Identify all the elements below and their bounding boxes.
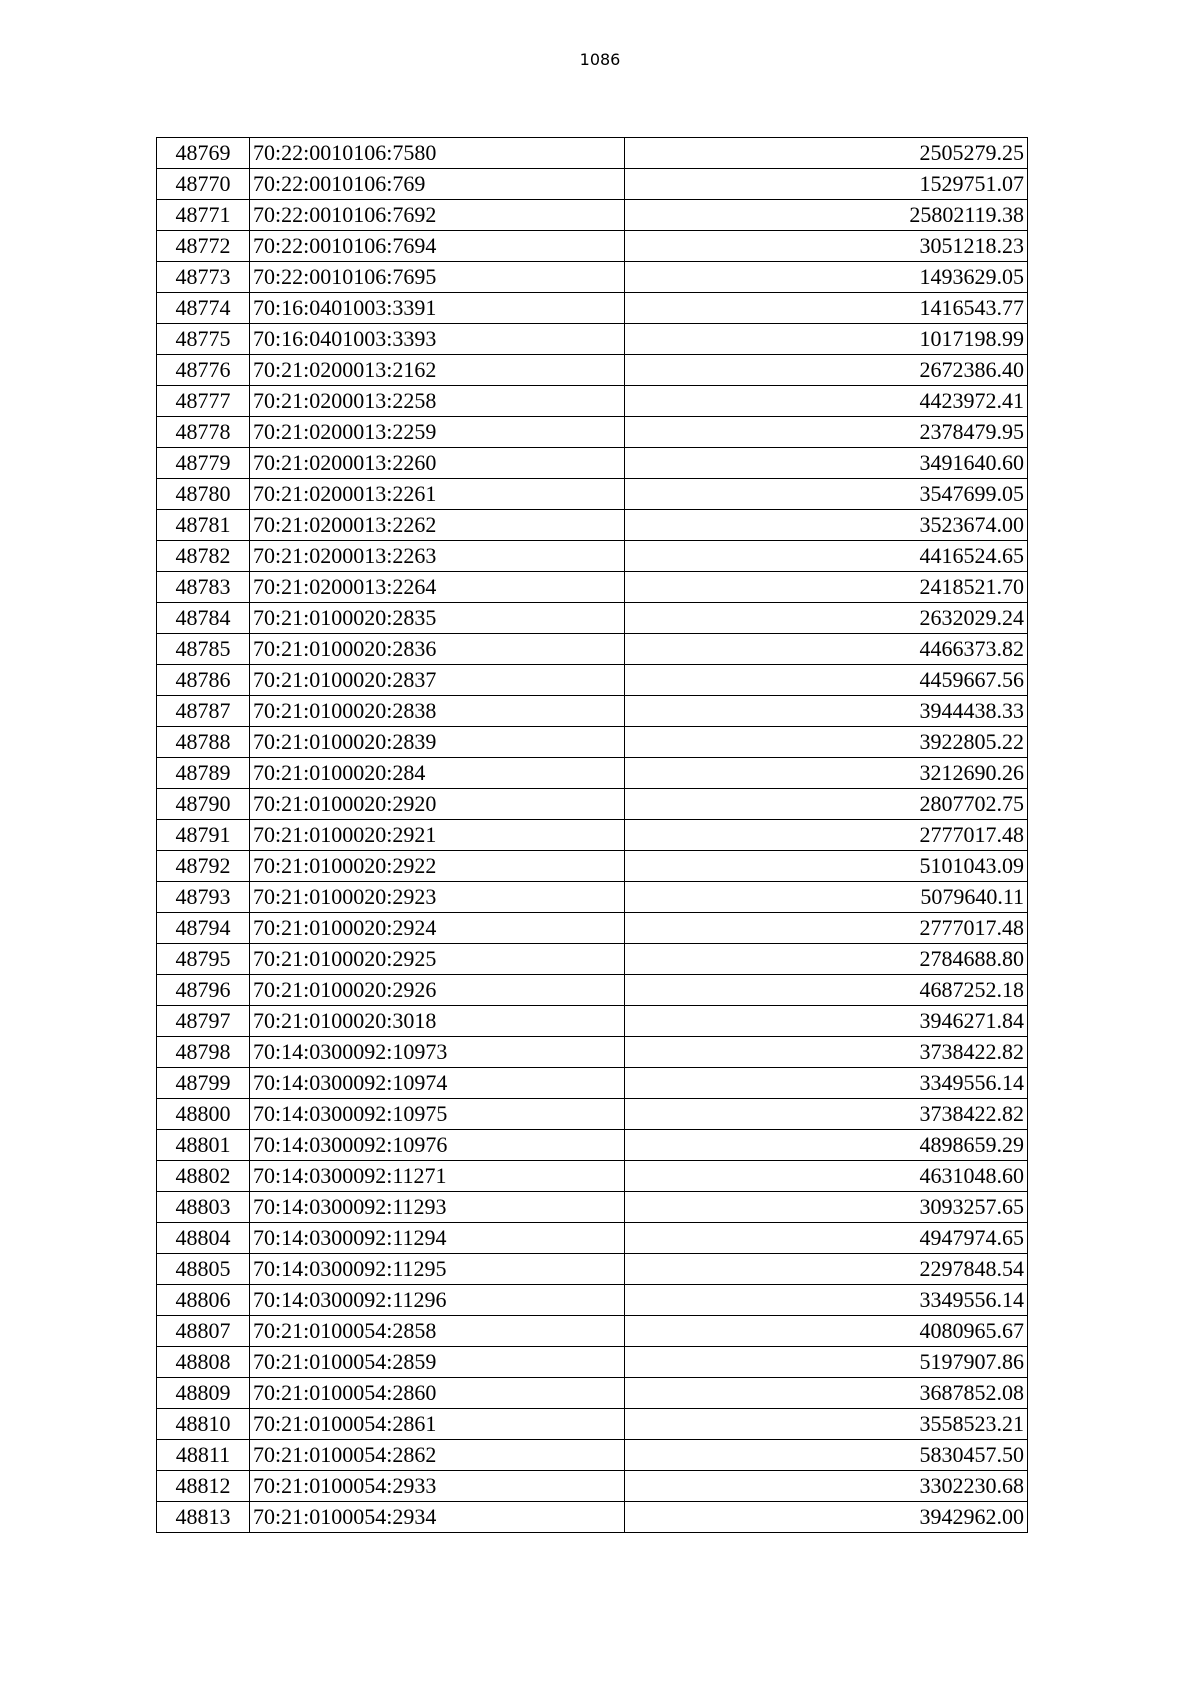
cadastral-number-cell: 70:21:0100020:2921: [250, 820, 625, 851]
cadastral-value-cell: 2418521.70: [625, 572, 1028, 603]
row-number-cell: 48801: [157, 1130, 250, 1161]
cadastral-value-cell: 2807702.75: [625, 789, 1028, 820]
cadastral-value-cell: 1529751.07: [625, 169, 1028, 200]
table-row: [157, 324, 1028, 355]
row-number-cell: 48793: [157, 882, 250, 913]
table-row: [157, 262, 1028, 293]
cadastral-value-cell: 1493629.05: [625, 262, 1028, 293]
table-row: [157, 1409, 1028, 1440]
cadastral-number-cell: 70:21:0100020:2926: [250, 975, 625, 1006]
row-number-cell: 48797: [157, 1006, 250, 1037]
cadastral-number-cell: 70:21:0100020:2922: [250, 851, 625, 882]
cadastral-number-cell: 70:14:0300092:10973: [250, 1037, 625, 1068]
cadastral-value-cell: 3922805.22: [625, 727, 1028, 758]
cadastral-number-cell: 70:21:0200013:2261: [250, 479, 625, 510]
table-row: [157, 479, 1028, 510]
row-number-cell: 48794: [157, 913, 250, 944]
row-number-cell: 48800: [157, 1099, 250, 1130]
row-number-cell: 48792: [157, 851, 250, 882]
cadastral-number-cell: 70:16:0401003:3391: [250, 293, 625, 324]
cadastral-value-cell: 3944438.33: [625, 696, 1028, 727]
cadastral-number-cell: 70:21:0100054:2861: [250, 1409, 625, 1440]
table-row: [157, 1006, 1028, 1037]
table-row: [157, 448, 1028, 479]
row-number-cell: 48785: [157, 634, 250, 665]
cadastral-value-cell: 3093257.65: [625, 1192, 1028, 1223]
cadastral-number-cell: 70:22:0010106:769: [250, 169, 625, 200]
cadastral-number-cell: 70:21:0100054:2859: [250, 1347, 625, 1378]
cadastral-number-cell: 70:21:0100054:2858: [250, 1316, 625, 1347]
row-number-cell: 48812: [157, 1471, 250, 1502]
cadastral-number-cell: 70:14:0300092:11296: [250, 1285, 625, 1316]
row-number-cell: 48802: [157, 1161, 250, 1192]
cadastral-value-cell: 4080965.67: [625, 1316, 1028, 1347]
cadastral-value-cell: 2297848.54: [625, 1254, 1028, 1285]
table-row: [157, 1130, 1028, 1161]
table-row: [157, 758, 1028, 789]
table-row: [157, 169, 1028, 200]
cadastral-value-cell: 4416524.65: [625, 541, 1028, 572]
row-number-cell: 48784: [157, 603, 250, 634]
row-number-cell: 48771: [157, 200, 250, 231]
table-row: [157, 727, 1028, 758]
table-row: [157, 1440, 1028, 1471]
cadastral-number-cell: 70:21:0100020:2838: [250, 696, 625, 727]
cadastral-value-cell: 4631048.60: [625, 1161, 1028, 1192]
cadastral-value-cell: 5197907.86: [625, 1347, 1028, 1378]
row-number-cell: 48810: [157, 1409, 250, 1440]
row-number-cell: 48813: [157, 1502, 250, 1533]
row-number-cell: 48772: [157, 231, 250, 262]
row-number-cell: 48796: [157, 975, 250, 1006]
cadastral-number-cell: 70:14:0300092:10975: [250, 1099, 625, 1130]
table-row: [157, 231, 1028, 262]
cadastral-value-cell: 3523674.00: [625, 510, 1028, 541]
cadastral-value-cell: 2378479.95: [625, 417, 1028, 448]
cadastral-number-cell: 70:21:0100020:2924: [250, 913, 625, 944]
table-row: [157, 1502, 1028, 1533]
row-number-cell: 48776: [157, 355, 250, 386]
row-number-cell: 48775: [157, 324, 250, 355]
cadastral-value-cell: 2777017.48: [625, 913, 1028, 944]
cadastral-value-cell: 3558523.21: [625, 1409, 1028, 1440]
cadastral-number-cell: 70:21:0200013:2262: [250, 510, 625, 541]
row-number-cell: 48789: [157, 758, 250, 789]
table-row: [157, 138, 1028, 169]
row-number-cell: 48788: [157, 727, 250, 758]
page-number: 1086: [579, 50, 621, 69]
cadastral-value-cell: 2505279.25: [625, 138, 1028, 169]
cadastral-number-cell: 70:21:0100020:2835: [250, 603, 625, 634]
table-row: [157, 1471, 1028, 1502]
cadastral-number-cell: 70:21:0200013:2258: [250, 386, 625, 417]
row-number-cell: 48811: [157, 1440, 250, 1471]
row-number-cell: 48779: [157, 448, 250, 479]
row-number-cell: 48774: [157, 293, 250, 324]
table-row: [157, 1068, 1028, 1099]
cadastral-number-cell: 70:21:0200013:2162: [250, 355, 625, 386]
cadastral-number-cell: 70:21:0100054:2862: [250, 1440, 625, 1471]
row-number-cell: 48807: [157, 1316, 250, 1347]
row-number-cell: 48808: [157, 1347, 250, 1378]
table-row: [157, 510, 1028, 541]
table-row: [157, 1192, 1028, 1223]
cadastral-value-cell: 3051218.23: [625, 231, 1028, 262]
table-row: [157, 1378, 1028, 1409]
row-number-cell: 48777: [157, 386, 250, 417]
cadastral-number-cell: 70:22:0010106:7695: [250, 262, 625, 293]
cadastral-number-cell: 70:14:0300092:11294: [250, 1223, 625, 1254]
cadastral-value-cell: 2672386.40: [625, 355, 1028, 386]
cadastral-value-cell: 2784688.80: [625, 944, 1028, 975]
cadastral-value-table: [156, 137, 1028, 1533]
row-number-cell: 48781: [157, 510, 250, 541]
row-number-cell: 48790: [157, 789, 250, 820]
cadastral-value-cell: 25802119.38: [625, 200, 1028, 231]
cadastral-value-cell: 3738422.82: [625, 1099, 1028, 1130]
table-row: [157, 634, 1028, 665]
table-row: [157, 1316, 1028, 1347]
cadastral-number-cell: 70:14:0300092:10974: [250, 1068, 625, 1099]
table-row: [157, 200, 1028, 231]
cadastral-number-cell: 70:21:0100020:3018: [250, 1006, 625, 1037]
cadastral-value-cell: 1017198.99: [625, 324, 1028, 355]
table-body: [157, 138, 1028, 1533]
table-row: [157, 1347, 1028, 1378]
row-number-cell: 48773: [157, 262, 250, 293]
cadastral-value-cell: 3547699.05: [625, 479, 1028, 510]
cadastral-value-cell: 4687252.18: [625, 975, 1028, 1006]
row-number-cell: 48805: [157, 1254, 250, 1285]
row-number-cell: 48786: [157, 665, 250, 696]
cadastral-number-cell: 70:14:0300092:11295: [250, 1254, 625, 1285]
cadastral-number-cell: 70:21:0100054:2860: [250, 1378, 625, 1409]
cadastral-number-cell: 70:14:0300092:10976: [250, 1130, 625, 1161]
row-number-cell: 48795: [157, 944, 250, 975]
cadastral-number-cell: 70:22:0010106:7580: [250, 138, 625, 169]
cadastral-number-cell: 70:21:0100054:2934: [250, 1502, 625, 1533]
cadastral-value-cell: 4459667.56: [625, 665, 1028, 696]
cadastral-value-cell: 3491640.60: [625, 448, 1028, 479]
table-row: [157, 944, 1028, 975]
table-row: [157, 913, 1028, 944]
row-number-cell: 48798: [157, 1037, 250, 1068]
table-row: [157, 975, 1028, 1006]
table-row: [157, 1161, 1028, 1192]
table-row: [157, 355, 1028, 386]
row-number-cell: 48787: [157, 696, 250, 727]
row-number-cell: 48782: [157, 541, 250, 572]
row-number-cell: 48806: [157, 1285, 250, 1316]
cadastral-number-cell: 70:14:0300092:11271: [250, 1161, 625, 1192]
cadastral-number-cell: 70:21:0200013:2263: [250, 541, 625, 572]
cadastral-value-cell: 2777017.48: [625, 820, 1028, 851]
row-number-cell: 48770: [157, 169, 250, 200]
table-row: [157, 820, 1028, 851]
cadastral-number-cell: 70:22:0010106:7694: [250, 231, 625, 262]
table-row: [157, 1285, 1028, 1316]
cadastral-number-cell: 70:21:0100054:2933: [250, 1471, 625, 1502]
cadastral-number-cell: 70:21:0100020:2925: [250, 944, 625, 975]
cadastral-number-cell: 70:14:0300092:11293: [250, 1192, 625, 1223]
table-row: [157, 1099, 1028, 1130]
cadastral-value-cell: 3946271.84: [625, 1006, 1028, 1037]
cadastral-number-cell: 70:21:0100020:2839: [250, 727, 625, 758]
cadastral-value-cell: 4423972.41: [625, 386, 1028, 417]
cadastral-number-cell: 70:21:0200013:2264: [250, 572, 625, 603]
cadastral-value-cell: 4947974.65: [625, 1223, 1028, 1254]
cadastral-number-cell: 70:21:0200013:2260: [250, 448, 625, 479]
cadastral-value-cell: 3738422.82: [625, 1037, 1028, 1068]
row-number-cell: 48804: [157, 1223, 250, 1254]
cadastral-value-cell: 1416543.77: [625, 293, 1028, 324]
cadastral-number-cell: 70:21:0200013:2259: [250, 417, 625, 448]
row-number-cell: 48803: [157, 1192, 250, 1223]
table-row: [157, 572, 1028, 603]
row-number-cell: 48780: [157, 479, 250, 510]
cadastral-value-cell: 3687852.08: [625, 1378, 1028, 1409]
cadastral-value-cell: 3349556.14: [625, 1285, 1028, 1316]
table-row: [157, 1223, 1028, 1254]
cadastral-number-cell: 70:21:0100020:2923: [250, 882, 625, 913]
row-number-cell: 48778: [157, 417, 250, 448]
cadastral-value-cell: 2632029.24: [625, 603, 1028, 634]
table-row: [157, 293, 1028, 324]
table-row: [157, 1254, 1028, 1285]
cadastral-number-cell: 70:21:0100020:284: [250, 758, 625, 789]
cadastral-value-cell: 3349556.14: [625, 1068, 1028, 1099]
cadastral-value-cell: 4898659.29: [625, 1130, 1028, 1161]
row-number-cell: 48809: [157, 1378, 250, 1409]
cadastral-value-cell: 5101043.09: [625, 851, 1028, 882]
row-number-cell: 48783: [157, 572, 250, 603]
table-row: [157, 1037, 1028, 1068]
cadastral-value-cell: 3942962.00: [625, 1502, 1028, 1533]
cadastral-number-cell: 70:21:0100020:2836: [250, 634, 625, 665]
cadastral-number-cell: 70:22:0010106:7692: [250, 200, 625, 231]
table-row: [157, 851, 1028, 882]
cadastral-value-cell: 4466373.82: [625, 634, 1028, 665]
cadastral-number-cell: 70:16:0401003:3393: [250, 324, 625, 355]
cadastral-value-cell: 5830457.50: [625, 1440, 1028, 1471]
table-row: [157, 789, 1028, 820]
row-number-cell: 48799: [157, 1068, 250, 1099]
table-row: [157, 882, 1028, 913]
table-row: [157, 417, 1028, 448]
cadastral-number-cell: 70:21:0100020:2837: [250, 665, 625, 696]
table-row: [157, 603, 1028, 634]
cadastral-value-cell: 3302230.68: [625, 1471, 1028, 1502]
cadastral-value-cell: 5079640.11: [625, 882, 1028, 913]
table-row: [157, 665, 1028, 696]
row-number-cell: 48791: [157, 820, 250, 851]
row-number-cell: 48769: [157, 138, 250, 169]
table-row: [157, 696, 1028, 727]
cadastral-value-cell: 3212690.26: [625, 758, 1028, 789]
cadastral-number-cell: 70:21:0100020:2920: [250, 789, 625, 820]
table-row: [157, 541, 1028, 572]
table-row: [157, 386, 1028, 417]
